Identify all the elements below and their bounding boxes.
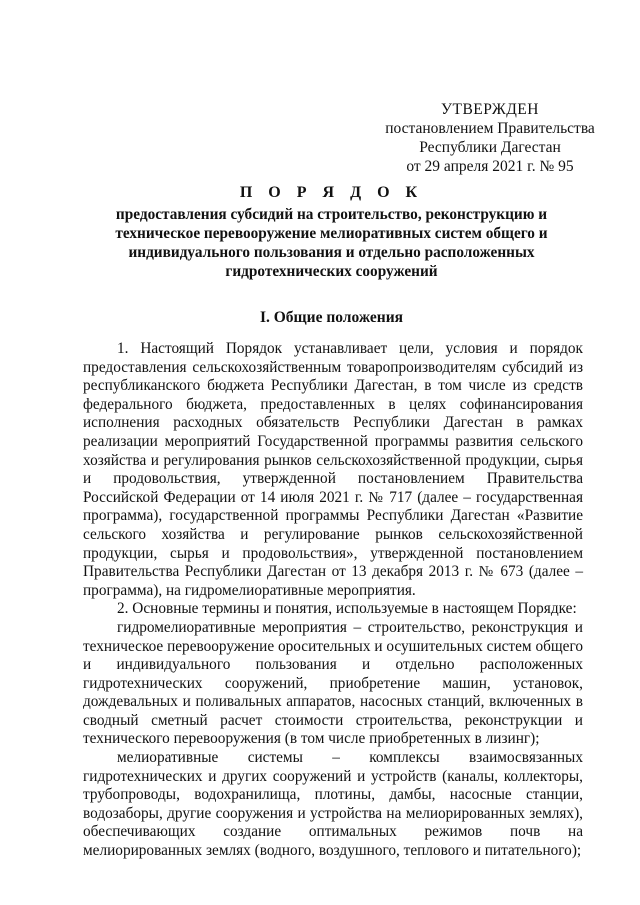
section-heading: I. Общие положения: [259, 309, 404, 326]
document-subtitle: предоставления субсидий на строительство, реконструкцию и техническое перевооружение мелиоративных систем общего и индивидуального пользования и отдельно расположенных гидротехнических сооружений: [115, 206, 548, 280]
approval-heading: УТВЕРЖДЕН: [441, 101, 539, 118]
paragraph: гидромелиоративные мероприятия – строительство, реконструкция и техническое перевооружение оросительных и осушительных систем общего и индивидуального пользования и отдельно расположенных гидротехнических сооружений, приобретение машин, установок, дождевальных и поливальных аппаратов, насосных станций, включенных в сводный сметный расчет стоимости строительства, реконструкции и технического перевооружения (в том числе приобретенных в лизинг);: [83, 618, 583, 748]
paragraph: мелиоративные системы – комплексы взаимосвязанных гидротехнических и других сооружений и устройств (каналы, коллекторы, трубопроводы, водохранилища, плотины, дамбы, насосные станции, водозаборы, другие сооружения и устройства на мелиорированных землях), обеспечивающих создание оптимальных режимов почв на мелиорированных землях (водного, воздушного, теплового и питательного);: [83, 749, 583, 860]
document-body: [83, 340, 583, 861]
document-title: П О Р Я Д О К: [239, 184, 424, 201]
approval-date: от 29 апреля 2021 г. № 95: [406, 158, 574, 175]
paragraph: 2. Основные термины и понятия, используемые в настоящем Порядке:: [117, 600, 577, 618]
document-title-block: [83, 184, 580, 281]
approval-line: постановлением Правительства: [385, 120, 595, 137]
paragraph: 1. Настоящий Порядок устанавливает цели, условия и порядок предоставления сельскохозяйственным товаропроизводителям субсидий из республиканского бюджета Республики Дагестан, в том числе из средств федерального бюджета, предоставленных в целях софинансирования исполнения расходных обязательств Республики Дагестан в рамках реализации мероприятий Государственной программы развития сельского хозяйства и регулирования рынков сельскохозяйственной продукции, сырья и продовольствия, утвержденной постановлением Правительства Российской Федерации от 14 июля 2021 г. № 717 (далее – государственная программа), государственной программы Республики Дагестан «Развитие сельского хозяйства и регулирование рынков сельскохозяйственной продукции, сырья и продовольствия», утвержденной постановлением Правительства Республики Дагестан от 13 декабря 2013 г. № 673 (далее – программа), на гидромелиоративные мероприятия.: [83, 340, 583, 599]
approval-stamp: [370, 100, 610, 176]
approval-line: Республики Дагестан: [419, 139, 561, 156]
